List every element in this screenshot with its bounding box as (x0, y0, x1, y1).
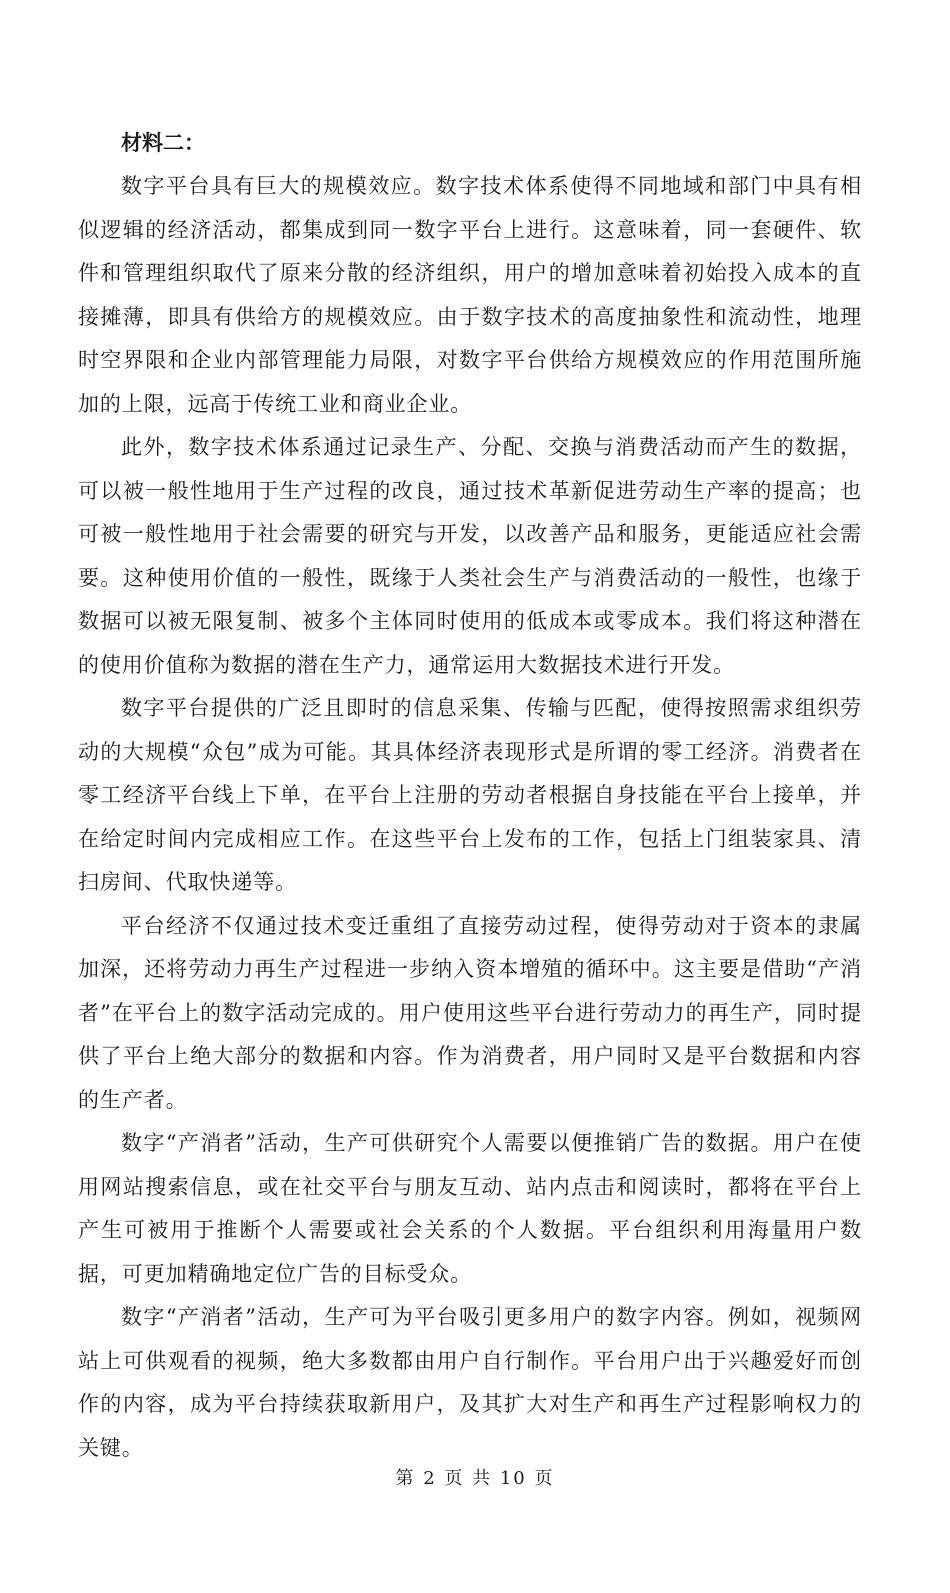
paragraph-2: 此外，数字技术体系通过记录生产、分配、交换与消费活动而产生的数据，可以被一般性地用于生产过程的改良，通过技术革新促进劳动生产率的提高；也可被一般性地用于社会需要的研究与开发，以改善产品和服务，更能适应社会需要。这种使用价值的一般性，既缘于人类社会生产与消费活动的一般性，也缘于数据可以被无限复制、被多个主体同时使用的低成本或零成本。我们将这种潜在的使用价值称为数据的潜在生产力，通常运用大数据技术进行开发。 (78, 435, 862, 677)
page-number-footer: 第 2 页 共 10 页 (395, 1468, 555, 1489)
paragraph-1: 数字平台具有巨大的规模效应。数字技术体系使得不同地域和部门中具有相似逻辑的经济活动，都集成到同一数字平台上进行。这意味着，同一套硬件、软件和管理组织取代了原来分散的经济组织，用户的增加意味着初始投入成本的直接摊薄，即具有供给方的规模效应。由于数字技术的高度抽象性和流动性，地理时空界限和企业内部管理能力局限，对数字平台供给方规模效应的作用范围所施加的上限，远高于传统工业和商业企业。 (78, 174, 862, 416)
paragraph-5: 数字“产消者”活动，生产可供研究个人需要以便推销广告的数据。用户在使用网站搜索信息，或在社交平台与朋友互动、站内点击和阅读时，都将在平台上产生可被用于推断个人需要或社会关系的个人数据。平台组织利用海量用户数据，可更加精确地定位广告的目标受众。 (78, 1131, 862, 1286)
document-body (78, 122, 862, 1470)
section-heading: 材料二： (121, 131, 205, 155)
paragraph-3: 数字平台提供的广泛且即时的信息采集、传输与匹配，使得按照需求组织劳动的大规模“众包”成为可能。其具体经济表现形式是所谓的零工经济。消费者在零工经济平台线上下单，在平台上注册的劳动者根据自身技能在平台上接单，并在给定时间内完成相应工作。在这些平台上发布的工作，包括上门组装家具、清扫房间、代取快递等。 (78, 696, 862, 894)
paragraph-4: 平台经济不仅通过技术变迁重组了直接劳动过程，使得劳动对于资本的隶属加深，还将劳动力再生产过程进一步纳入资本增殖的循环中。这主要是借助“产消者”在平台上的数字活动完成的。用户使用这些平台进行劳动力的再生产，同时提供了平台上绝大部分的数据和内容。作为消费者，用户同时又是平台数据和内容的生产者。 (78, 913, 862, 1112)
paragraph-6: 数字“产消者”活动，生产可为平台吸引更多用户的数字内容。例如，视频网站上可供观看的视频，绝大多数都由用户自行制作。平台用户出于兴趣爱好而创作的内容，成为平台持续获取新用户，及其扩大对生产和再生产过程影响权力的关键。 (78, 1305, 862, 1460)
